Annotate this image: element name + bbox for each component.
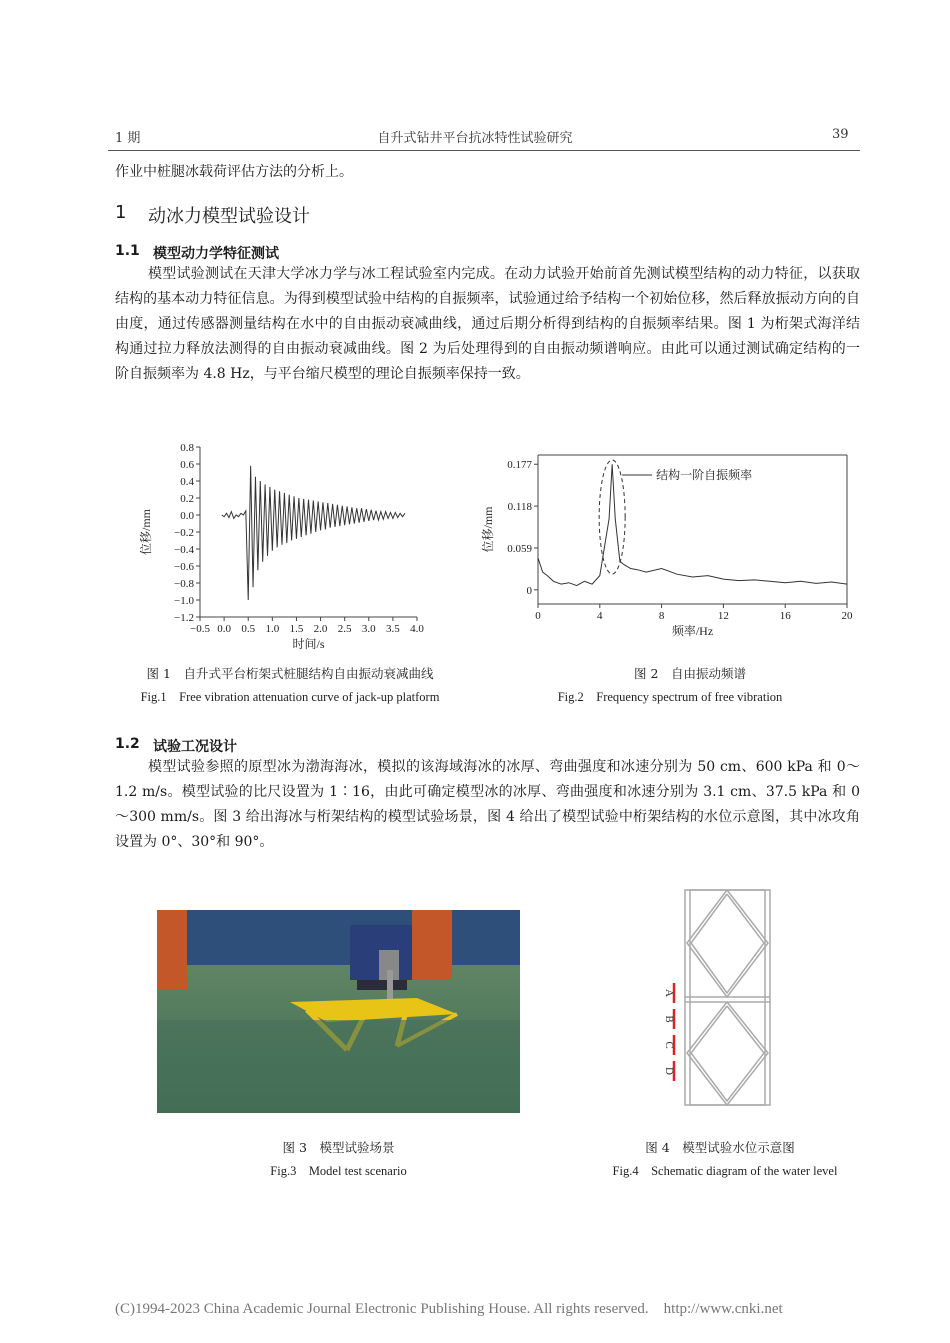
header-rule (108, 150, 860, 151)
y-tick-label: −0.6 (174, 561, 194, 573)
peak-highlight-ellipse (599, 460, 625, 574)
level-label: C (663, 1041, 675, 1049)
fig4-caption-cn: 图 4 模型试验水位示意图 (645, 1140, 795, 1155)
running-header-issue: 1 期 (115, 131, 141, 146)
fig1-caption-cn: 图 1 自升式平台桁架式桩腿结构自由振动衰减曲线 (146, 666, 434, 681)
running-header-title: 自升式钻井平台抗冰特性试验研究 (377, 131, 573, 146)
level-label: D (663, 1067, 675, 1075)
y-tick-label: −0.4 (174, 544, 194, 556)
fig2-caption-cn: 图 2 自由振动频谱 (634, 666, 746, 681)
level-label: B (663, 1015, 675, 1023)
x-tick-label: 8 (658, 610, 665, 622)
subsection-title-2: 试验工况设计 (153, 739, 237, 755)
fig2-caption-en: Fig.2 Frequency spectrum of free vibration (557, 690, 783, 704)
y-tick-label: 0.0 (180, 510, 194, 522)
paragraph-2: 模型试验参照的原型冰为渤海海冰，模拟的该海域海冰的冰厚、弯曲强度和冰速分别为 50 cm、600 kPa 和 0～1.2 m/s。模型试验的比尺设置为 1∶16，由此可确定模型冰的冰厚、弯曲强度和冰速分别为 3.1 cm、37.5 kPa 和 0～300 mm/s。图 3 给出海冰与桁架结构的模型试验场景，图 4 给出了模型试验中桁架结构的水位示意图，其中冰攻角设置为 0°、30°和 90°。 (115, 759, 860, 850)
figure-1-chart (130, 435, 440, 655)
fig3-caption-cn: 图 3 模型试验场景 (282, 1140, 395, 1155)
x-tick-label: 4.0 (410, 623, 424, 635)
y-tick-label: 0.2 (180, 493, 194, 505)
figure-4-diagram (630, 885, 790, 1110)
y-tick-label: 0.118 (507, 501, 532, 514)
x-tick-label: 3.0 (361, 623, 376, 635)
subsection-title: 模型动力学特征测试 (153, 246, 279, 262)
figure-3-photo (157, 910, 520, 1113)
y-tick-label: −0.8 (174, 578, 194, 590)
series-line (538, 464, 847, 585)
x-tick-label: 2.0 (313, 623, 328, 635)
x-tick-label: 3.5 (386, 623, 400, 635)
y-tick-label: 0.4 (180, 476, 194, 488)
x-tick-label: 0 (535, 610, 541, 622)
fig1-plot (139, 442, 424, 651)
y-tick-label: 0.6 (180, 459, 194, 471)
x-tick-label: 0.5 (241, 623, 256, 635)
fig4-caption-en: Fig.4 Schematic diagram of the water level (612, 1164, 838, 1178)
fig2-plot (481, 455, 853, 638)
y-tick-label: −1.0 (174, 595, 194, 607)
x-tick-label: 1.5 (289, 623, 304, 635)
series-line (222, 466, 405, 600)
y-tick-label: 0 (526, 584, 532, 597)
fig3-caption-en: Fig.3 Model test scenario (270, 1164, 407, 1178)
subsection-number: 1.1 (115, 243, 140, 259)
y-tick-label: −1.2 (174, 612, 194, 624)
section-number: 1 (115, 202, 127, 223)
paragraph-1: 模型试验测试在天津大学冰力学与冰工程试验室内完成。在动力试验开始前首先测试模型结构的动力特征，以获取结构的基本动力特征信息。为得到模型试验中结构的自振频率，试验通过给予结构一个初始位移，然后释放振动方向的自由度，通过传感器测量结构在水中的自由振动衰减曲线，通过后期分析得到结构的自振频率结果。图 1 为桁架式海洋结构通过拉力释放法测得的自由振动衰减曲线。图 2 为后处理得到的自由振动频谱响应。由此可以通过测试确定结构的一阶自振频率为 4.8 Hz，与平台缩尺模型的理论自振频率保持一致。 (115, 266, 860, 382)
y-tick-label: 0.059 (507, 542, 532, 555)
fig1-caption-en: Fig.1 Free vibration attenuation curve of jack-up platform (140, 690, 440, 704)
x-tick-label: 16 (779, 610, 791, 622)
x-tick-label: 0.0 (217, 623, 231, 635)
y-tick-label: −0.2 (174, 527, 194, 539)
level-label: A (663, 989, 675, 997)
x-axis-label: 频率/Hz (671, 624, 714, 638)
subsection-number-2: 1.2 (115, 736, 140, 752)
figure-2-chart (480, 447, 870, 647)
x-tick-label: −0.5 (190, 623, 210, 635)
x-tick-label: 20 (841, 610, 853, 622)
section-title: 动冰力模型试验设计 (148, 206, 310, 227)
y-tick-label: 0.177 (507, 459, 532, 472)
x-tick-label: 4 (597, 610, 603, 622)
annotation-label: 结构一阶自振频率 (656, 468, 753, 482)
copyright-footer: (C)1994-2023 China Academic Journal Electronic Publishing House. All rights reserved. http://www.cnki.net (115, 1301, 783, 1317)
x-tick-label: 1.0 (265, 623, 280, 635)
x-axis-label: 时间/s (292, 637, 325, 651)
y-tick-label: 0.8 (180, 442, 194, 454)
intro-line: 作业中桩腿冰载荷评估方法的分析上。 (115, 164, 353, 180)
y-axis-label: 位移/mm (481, 506, 495, 553)
y-axis-label: 位移/mm (139, 508, 153, 556)
x-tick-label: 2.5 (337, 623, 352, 635)
page-number: 39 (832, 127, 849, 142)
x-tick-label: 12 (717, 610, 729, 622)
